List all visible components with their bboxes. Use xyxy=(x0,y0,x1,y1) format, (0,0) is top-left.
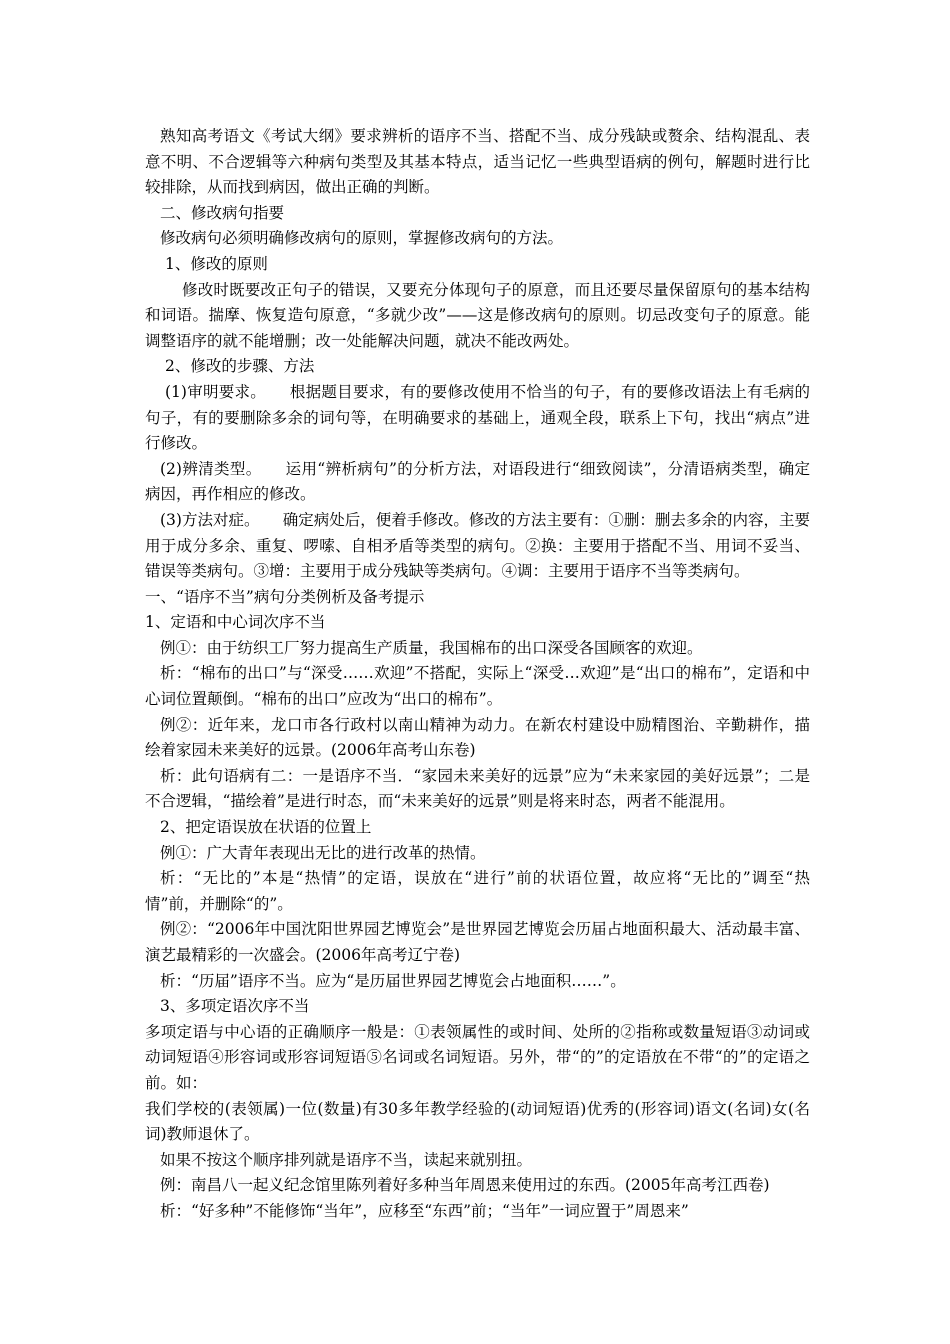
paragraph-p5: 修改时既要改正句子的错误，又要充分体现句子的原意，而且还要尽量保留原句的基本结构和词语。揣摩、恢复造句原意，“多就少改”——这是修改病句的原则。切忌改变句子的原意。能调整语序的就不能增删；改一处能解决问题，就决不能改两处。 xyxy=(145,280,810,350)
paragraph-p25: 例：南昌八一起义纪念馆里陈列着好多种当年周恩来使用过的东西。(2005年高考江西卷) xyxy=(160,1176,770,1195)
paragraph-p13: 析：“棉布的出口”与“深受……欢迎”不搭配，实际上“深受…欢迎”是“出口的棉布”，定语和中心词位置颠倒。“棉布的出口”应改为“出口的棉布”。 xyxy=(145,664,810,709)
paragraph-p17: 例①：广大青年表现出无比的进行改革的热情。 xyxy=(160,843,486,862)
paragraph-p16: 2、把定语误放在状语的位置上 xyxy=(160,818,372,837)
paragraph-p8: (2)辨清类型。 运用“辨析病句”的分析方法，对语段进行“细致阅读”，分清语病类型，确定病因，再作相应的修改。 xyxy=(145,459,810,504)
paragraph-p12: 例①：由于纺织工厂努力提高生产质量，我国棉布的出口深受各国顾客的欢迎。 xyxy=(160,638,703,657)
paragraph-p14: 例②：近年来，龙口市各行政村以南山精神为动力。在新农村建设中励精图治、辛勤耕作，描绘着家园未来美好的远景。(2006年高考山东卷) xyxy=(145,715,810,760)
paragraph-p26: 析：“好多种”不能修饰“当年”，应移至“东西”前；“当年”一词应置于”周恩来” xyxy=(160,1201,689,1220)
paragraph-p22: 多项定语与中心语的正确顺序一般是：①表领属性的或时间、处所的②指称或数量短语③动词或动词短语④形容词或形容词短语⑤名词或名词短语。另外，带“的”的定语放在不带“的”的定语之前。如： xyxy=(145,1022,810,1092)
paragraph-p24: 如果不按这个顺序排列就是语序不当，读起来就别扭。 xyxy=(160,1150,533,1169)
paragraph-p9: (3)方法对症。 确定病处后，便着手修改。修改的方法主要有：①删：删去多余的内容，主要用于成分多余、重复、啰嗦、自相矛盾等类型的病句。②换：主要用于搭配不当、用词不妥当、错误等类病句。③增：主要用于成分残缺等类病句。④调：主要用于语序不当等类病句。 xyxy=(145,510,810,581)
paragraph-p23: 我们学校的(表领属)一位(数量)有30多年教学经验的(动词短语)优秀的(形容词)语文(名词)女(名词)教师退休了。 xyxy=(145,1099,810,1144)
paragraph-p21: 3、多项定语次序不当 xyxy=(160,997,310,1016)
paragraph-p11: 1、定语和中心词次序不当 xyxy=(145,613,326,632)
paragraph-p3: 修改病句必须明确修改病句的原则，掌握修改病句的方法。 xyxy=(160,229,564,248)
paragraph-p18: 析：“无比的”本是“热情”的定语，误放在“进行”前的状语位置，故应将“无比的”调至“热情”前，并删除“的”。 xyxy=(145,869,810,913)
paragraph-p7: (1)审明要求。 根据题目要求，有的要修改使用不恰当的句子，有的要修改语法上有毛病的句子，有的要删除多余的词句等，在明确要求的基础上，通观全段，联系上下句，找出“病点”进行修改。 xyxy=(145,382,810,453)
paragraph-p10: 一、“语序不当”病句分类例析及备考提示 xyxy=(145,587,425,606)
paragraph-p15: 析：此句语病有二：一是语序不当．“家园未来美好的远景”应为“未来家园的美好远景”；二是不合逻辑，“描绘着”是进行时态，而“未来美好的远景”则是将来时态，两者不能混用。 xyxy=(145,766,810,811)
paragraph-p19: 例②：“2006年中国沈阳世界园艺博览会”是世界园艺博览会历届占地面积最大、活动最丰富、演艺最精彩的一次盛会。(2006年高考辽宁卷) xyxy=(145,920,810,964)
paragraph-p1: 熟知高考语文《考试大纲》要求辨析的语序不当、搭配不当、成分残缺或赘余、结构混乱、表意不明、不合逻辑等六种病句类型及其基本特点，适当记忆一些典型语病的例句，解题时进行比较排除，从而找到病因，做出正确的判断。 xyxy=(145,127,810,197)
paragraph-p6: 2、修改的步骤、方法 xyxy=(165,357,315,376)
paragraph-p20: 析：“历届”语序不当。应为“是历届世界园艺博览会占地面积……”。 xyxy=(160,971,626,990)
document-page xyxy=(145,124,810,1225)
paragraph-p2: 二、修改病句指要 xyxy=(160,203,285,222)
paragraph-p4: 1、修改的原则 xyxy=(165,254,268,273)
